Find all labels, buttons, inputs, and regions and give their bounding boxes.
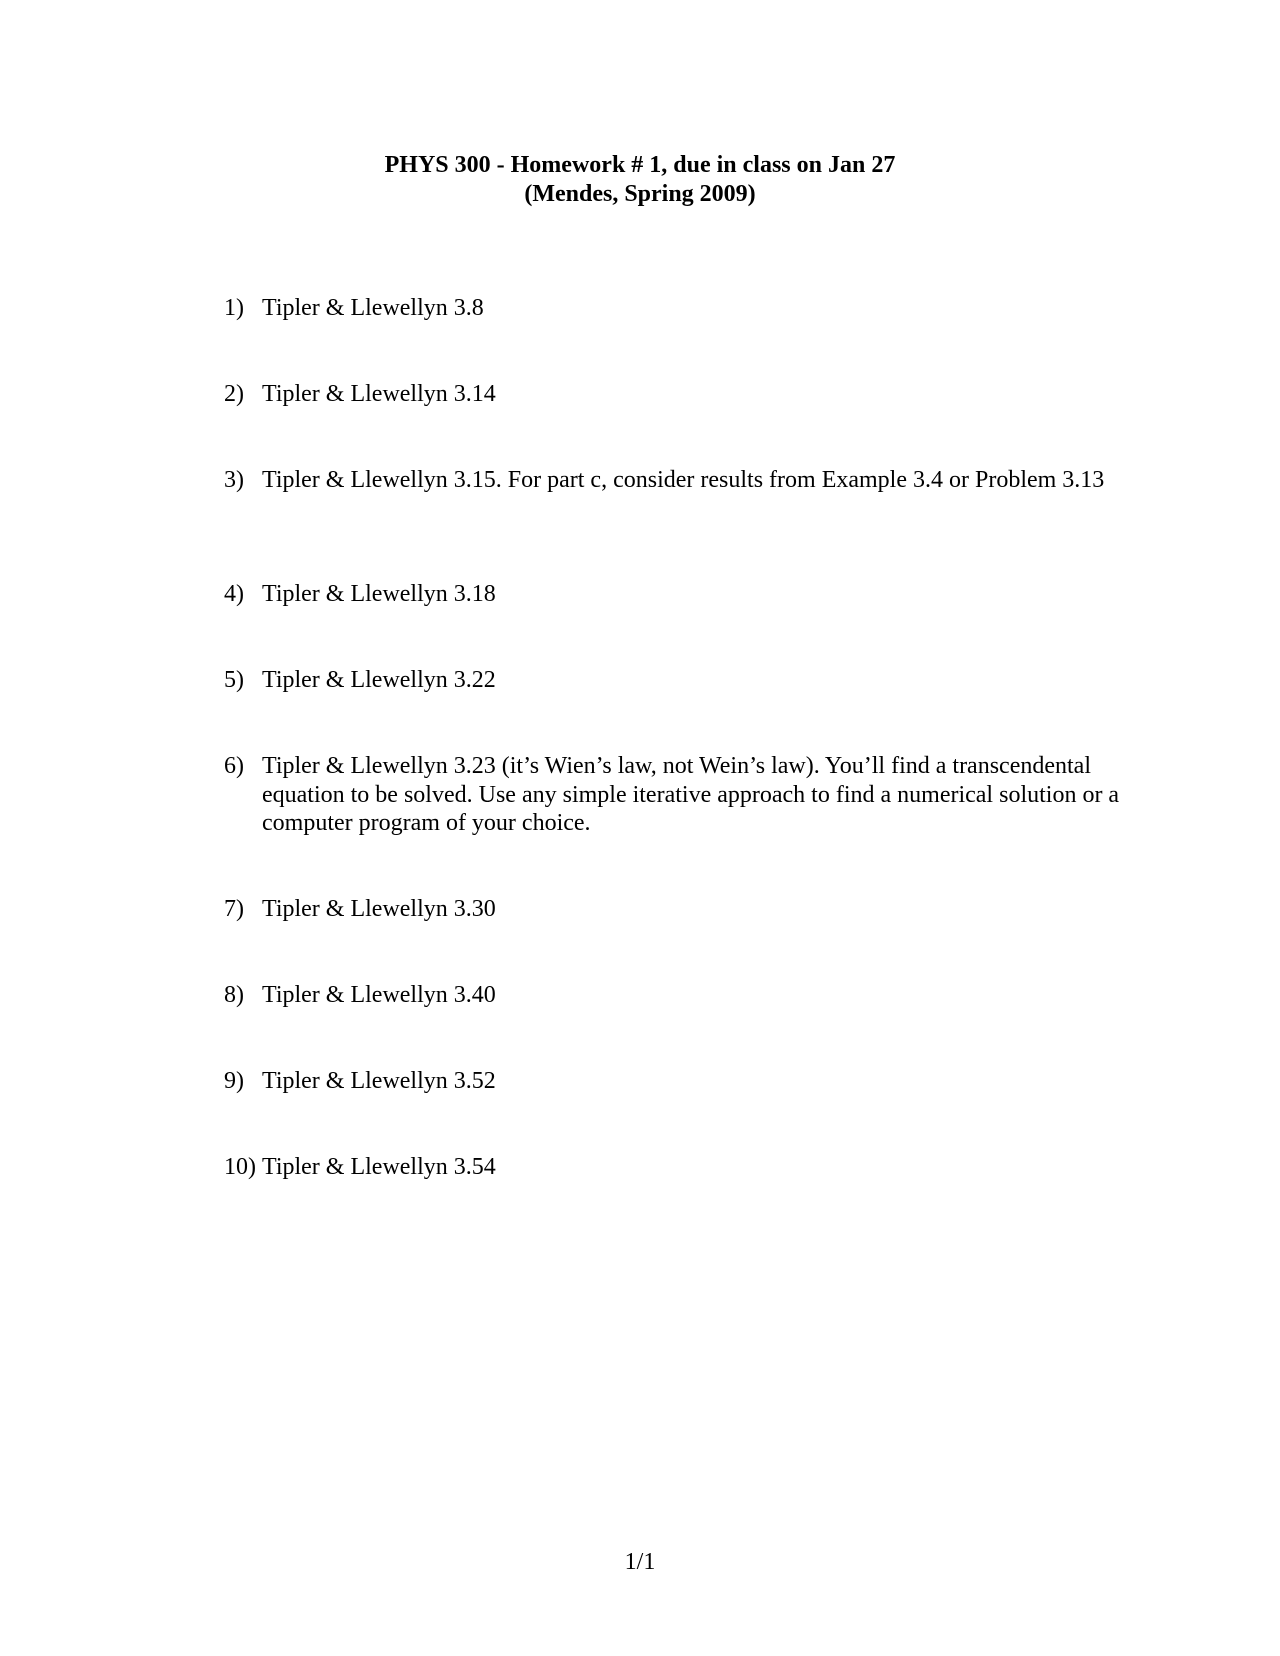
problem-text: Tipler & Llewellyn 3.54 bbox=[262, 1154, 496, 1180]
page-subtitle: (Mendes, Spring 2009) bbox=[524, 181, 756, 207]
problem-text: Tipler & Llewellyn 3.30 bbox=[262, 896, 496, 922]
problem-item-6 bbox=[224, 752, 1124, 838]
problem-text: Tipler & Llewellyn 3.15. For part c, consider results from Example 3.4 or Problem 3.13 bbox=[262, 467, 1105, 493]
problem-text: Tipler & Llewellyn 3.18 bbox=[262, 581, 496, 607]
problem-item-4 bbox=[224, 580, 1124, 609]
problem-text: Tipler & Llewellyn 3.14 bbox=[262, 381, 496, 407]
problem-item-1 bbox=[224, 294, 1124, 323]
problem-number: 9) bbox=[224, 1068, 244, 1094]
problem-text: Tipler & Llewellyn 3.8 bbox=[262, 295, 484, 321]
problem-item-7 bbox=[224, 895, 1124, 924]
problem-number: 2) bbox=[224, 381, 244, 407]
problem-number: 5) bbox=[224, 667, 244, 693]
problem-item-5 bbox=[224, 666, 1124, 695]
problem-item-10 bbox=[224, 1153, 1124, 1182]
problem-number: 1) bbox=[224, 295, 244, 321]
problem-item-2 bbox=[224, 380, 1124, 409]
problem-number: 7) bbox=[224, 896, 244, 922]
problem-text: Tipler & Llewellyn 3.23 (it’s Wien’s law, not Wein’s law). You’ll find a transcendental equation to be solved. Use any simple iterative approach to find a numerical solution or a computer program of your choice. bbox=[262, 753, 1120, 836]
problem-item-3 bbox=[224, 466, 1124, 495]
problem-number: 3) bbox=[224, 467, 244, 493]
problem-number: 6) bbox=[224, 753, 244, 779]
problem-number: 4) bbox=[224, 581, 244, 607]
page-title: PHYS 300 - Homework # 1, due in class on Jan 27 bbox=[384, 152, 896, 178]
problem-text: Tipler & Llewellyn 3.52 bbox=[262, 1068, 496, 1094]
problem-item-8 bbox=[224, 981, 1124, 1010]
problem-item-9 bbox=[224, 1067, 1124, 1096]
problem-number: 10) bbox=[224, 1154, 256, 1180]
problem-text: Tipler & Llewellyn 3.40 bbox=[262, 982, 496, 1008]
problem-text: Tipler & Llewellyn 3.22 bbox=[262, 667, 496, 693]
problem-number: 8) bbox=[224, 982, 244, 1008]
page-number: 1/1 bbox=[624, 1549, 656, 1575]
